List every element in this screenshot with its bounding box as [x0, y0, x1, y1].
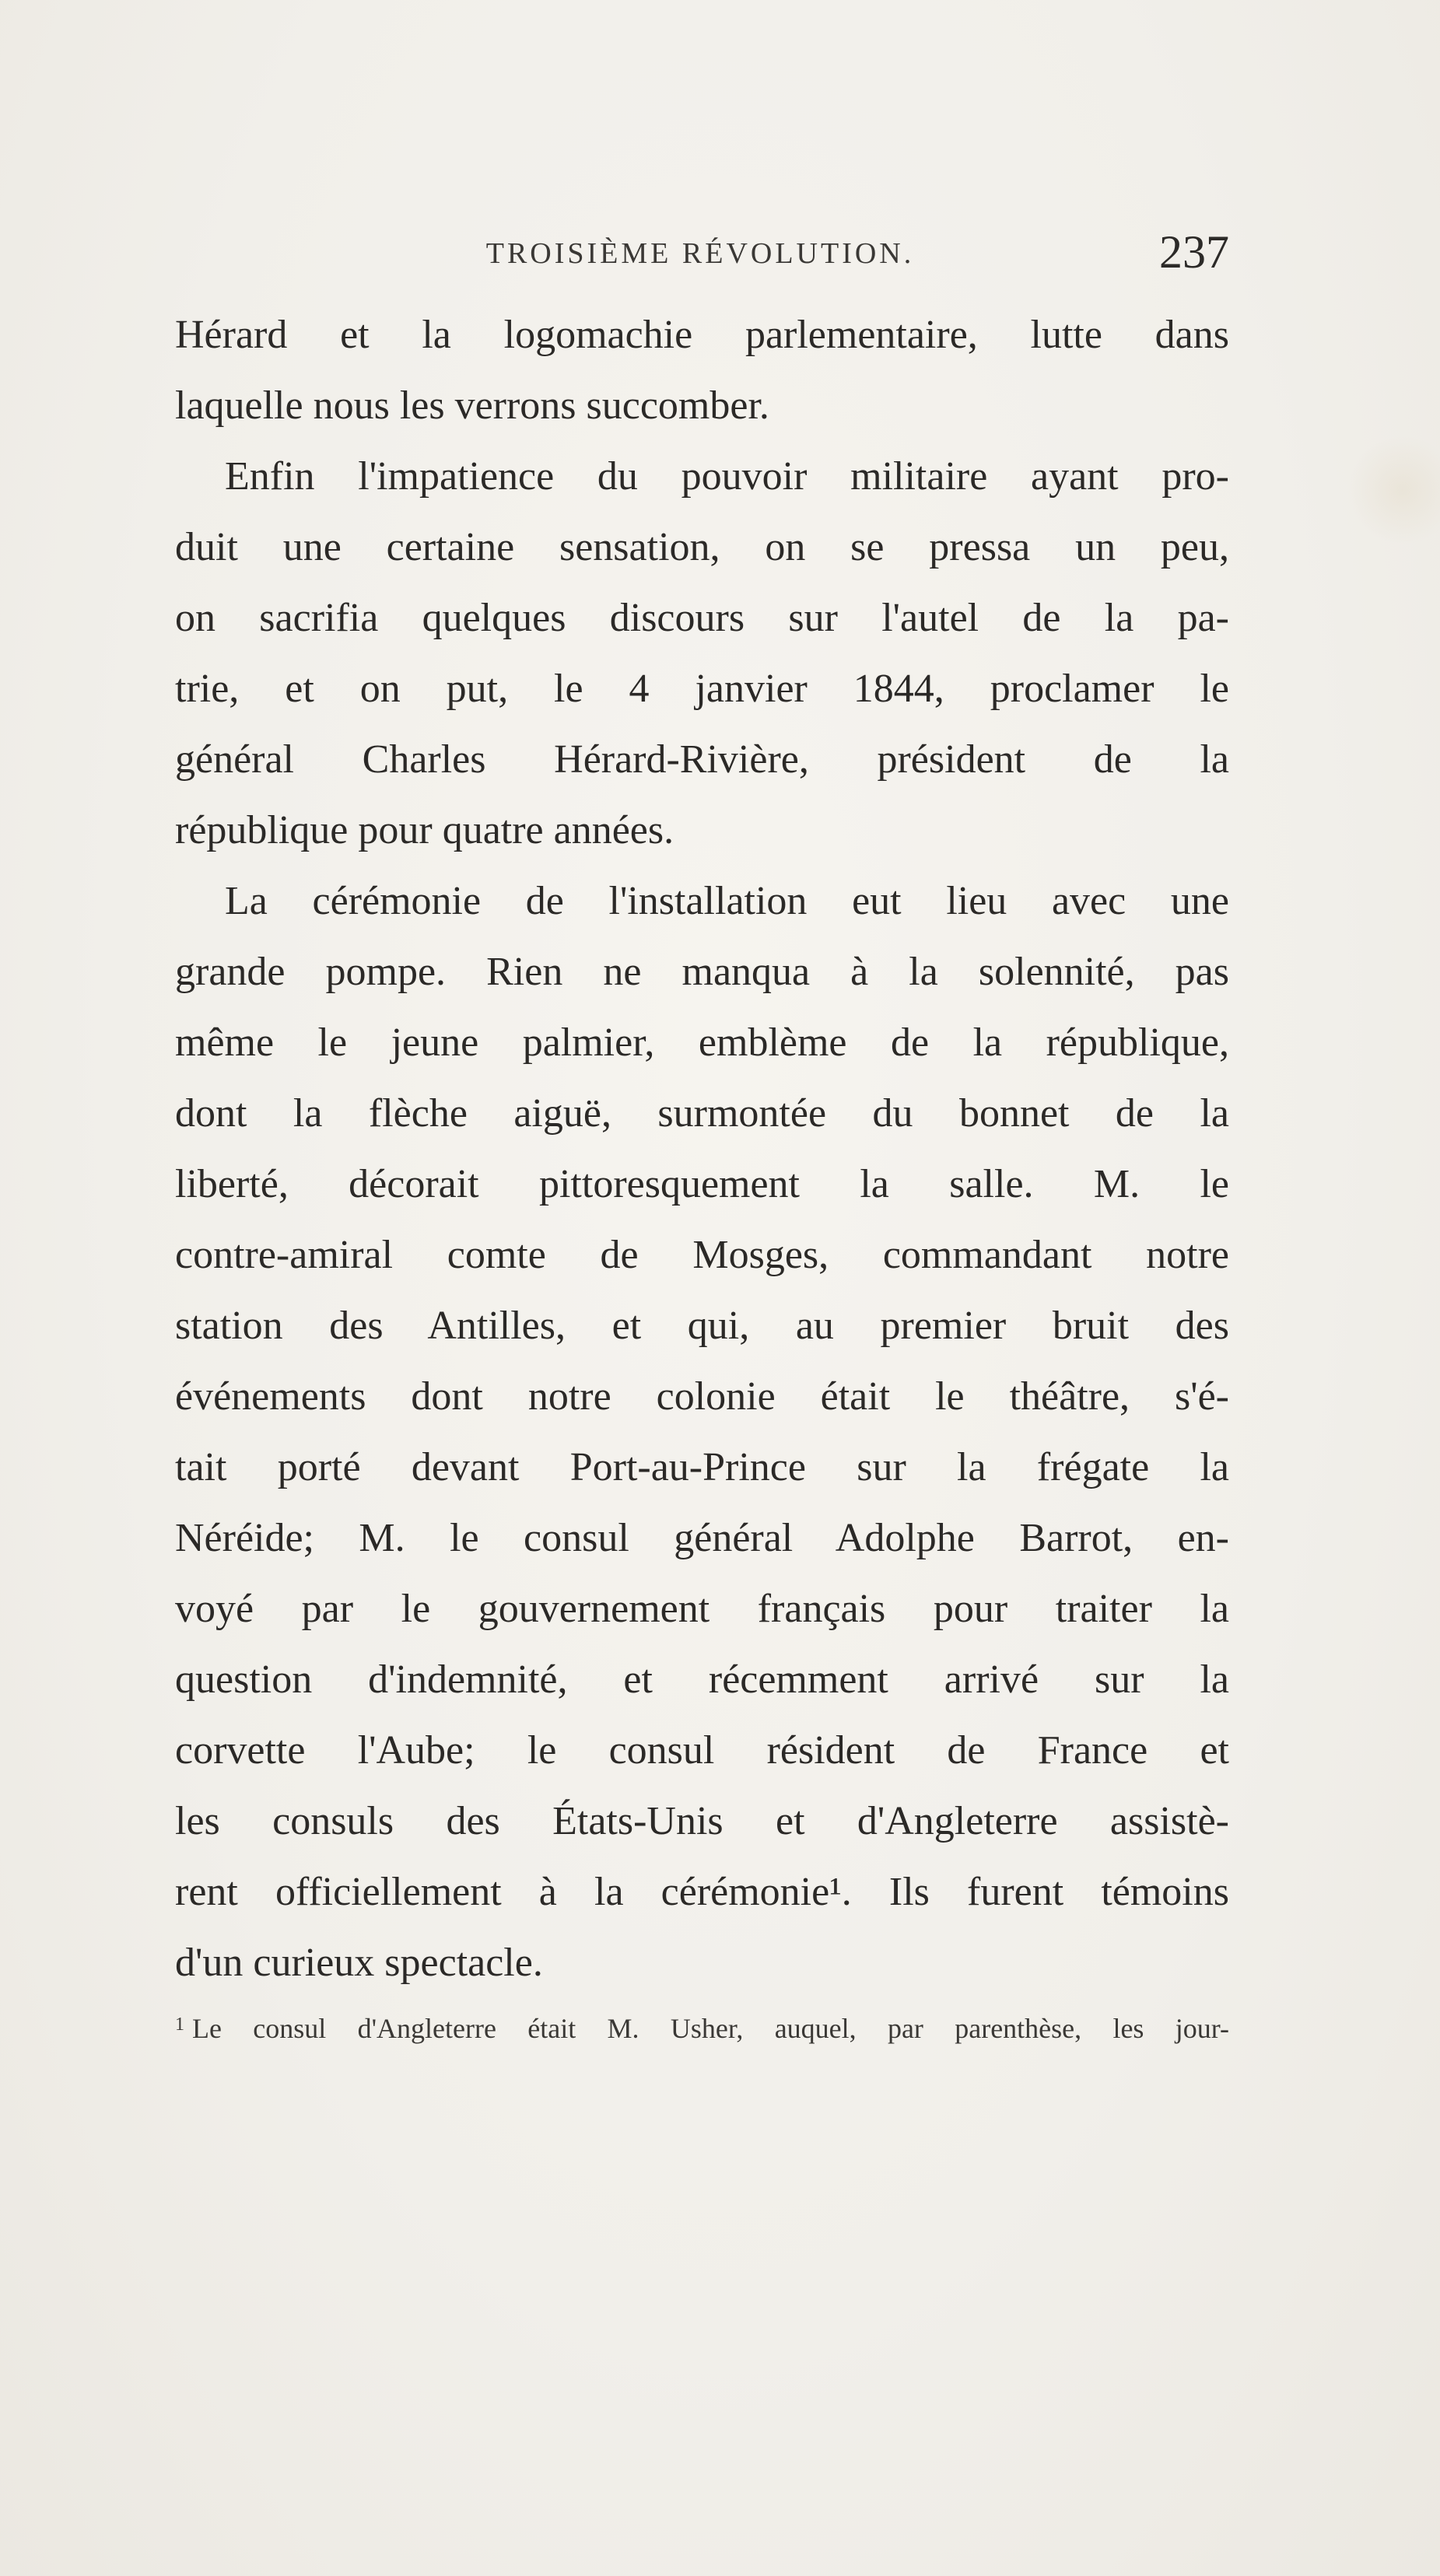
text-line: trie, et on put, le 4 janvier 1844, proclamer le	[175, 667, 1229, 711]
text-line: dont la flèche aiguë, surmontée du bonnet de la	[175, 1091, 1229, 1136]
page-number: 237	[1159, 226, 1229, 278]
text-line: corvette l'Aube; le consul résident de France et	[175, 1728, 1229, 1773]
text-line: république pour quatre années.	[175, 808, 674, 852]
running-header	[171, 226, 1229, 280]
text-line: voyé par le gouvernement français pour traiter la	[175, 1587, 1229, 1631]
text-line: question d'indemnité, et récemment arrivé sur la	[175, 1657, 1229, 1702]
text-line: on sacrifia quelques discours sur l'autel de la pa-	[175, 596, 1229, 640]
text-line: même le jeune palmier, emblème de la république,	[175, 1020, 1229, 1065]
text-line: La cérémonie de l'installation eut lieu avec une	[225, 879, 1229, 923]
text-line: Hérard et la logomachie parlementaire, lutte dans	[175, 313, 1229, 357]
footnote-text: Le consul d'Angleterre était M. Usher, auquel, par parenthèse, les jour-	[192, 2013, 1229, 2044]
text-line: station des Antilles, et qui, au premier bruit des	[175, 1304, 1229, 1348]
text-line: événements dont notre colonie était le théâtre, s'é-	[175, 1374, 1229, 1419]
text-line: liberté, décorait pittoresquement la salle. M. le	[175, 1162, 1229, 1206]
footnote-marker: 1	[175, 2014, 184, 2035]
text-line: contre-amiral comte de Mosges, commandant notre	[175, 1233, 1229, 1277]
text-line: Enfin l'impatience du pouvoir militaire ayant pro-	[225, 454, 1229, 499]
text-line: duit une certaine sensation, on se pressa un peu,	[175, 525, 1229, 569]
text-line: grande pompe. Rien ne manqua à la solennité, pas	[175, 950, 1229, 994]
text-line: Néréide; M. le consul général Adolphe Barrot, en-	[175, 1516, 1229, 1560]
text-line: d'un curieux spectacle.	[175, 1941, 543, 1985]
text-line: rent officiellement à la cérémonie¹. Ils furent témoins	[175, 1870, 1229, 1914]
paper-stain	[1347, 436, 1440, 544]
text-line: laquelle nous les verrons succomber.	[175, 383, 769, 428]
text-line: général Charles Hérard-Rivière, président de la	[175, 737, 1229, 782]
running-title: TROISIÈME RÉVOLUTION.	[485, 237, 915, 270]
footnote	[175, 2005, 1229, 2048]
body-text	[175, 299, 1229, 1998]
text-line: tait porté devant Port-au-Prince sur la frégate la	[175, 1445, 1229, 1489]
text-line: les consuls des États-Unis et d'Angleterre assistè-	[175, 1799, 1229, 1843]
